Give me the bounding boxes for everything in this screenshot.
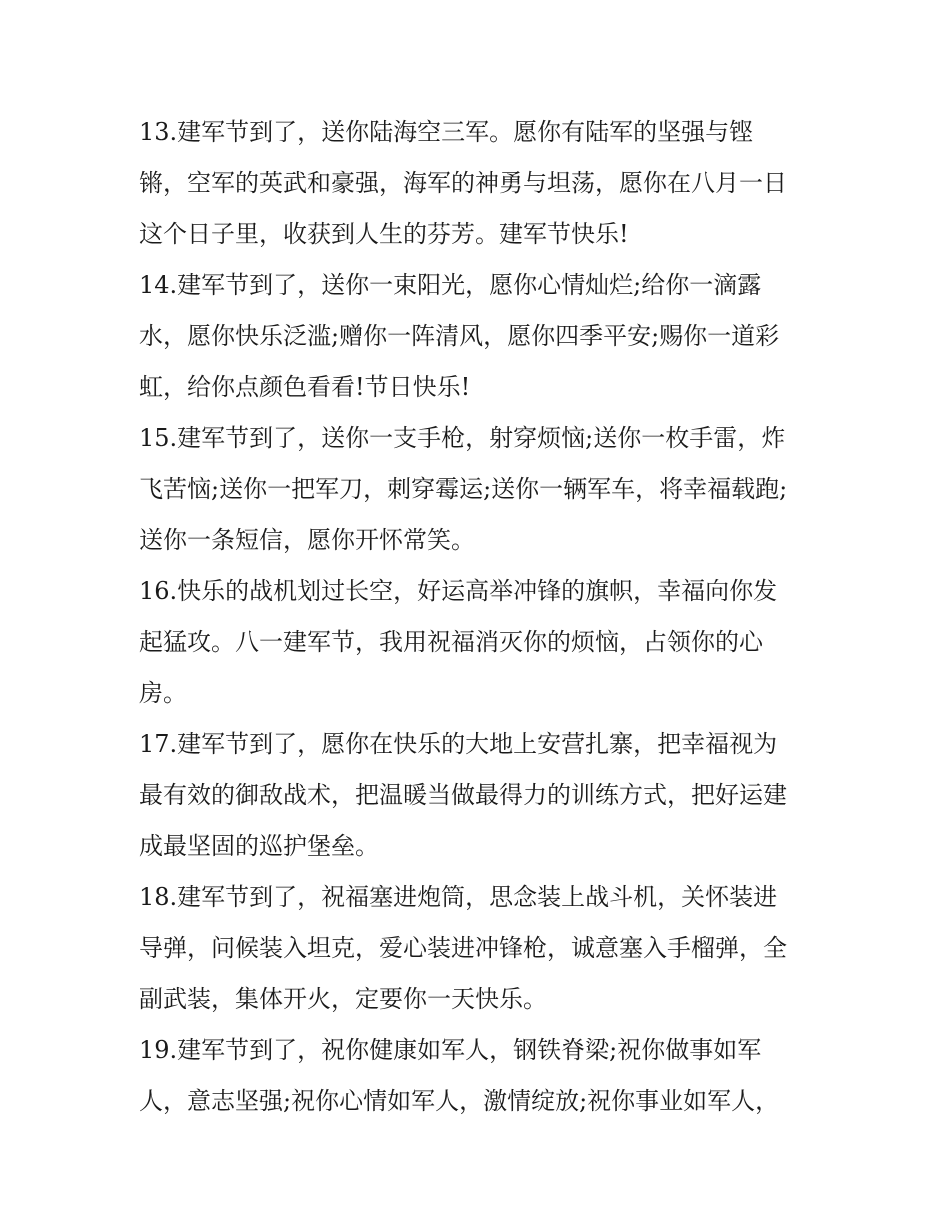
- text-line: 这个日子里，收获到人生的芬芳。建军节快乐!: [139, 220, 629, 248]
- text-line: 13.建军节到了，送你陆海空三军。愿你有陆军的坚强与铿: [139, 118, 754, 146]
- document-body: [139, 107, 819, 1127]
- text-line: 水，愿你快乐泛滥;赠你一阵清风，愿你四季平安;赐你一道彩: [139, 322, 780, 350]
- text-line: 18.建军节到了，祝福塞进炮筒，思念装上战斗机，关怀装进: [139, 883, 778, 911]
- text-line: 副武装，集体开火，定要你一天快乐。: [139, 985, 547, 1013]
- text-line: 飞苦恼;送你一把军刀，刺穿霉运;送你一辆军车，将幸福载跑;: [139, 475, 788, 503]
- text-line: 成最坚固的巡护堡垒。: [139, 832, 379, 860]
- text-line: 17.建军节到了，愿你在快乐的大地上安营扎寨，把幸福视为: [139, 730, 778, 758]
- text-line: 虹，给你点颜色看看!节日快乐!: [139, 373, 471, 401]
- text-line: 房。: [139, 679, 187, 707]
- text-line: 人，意志坚强;祝你心情如军人，激情绽放;祝你事业如军人，: [139, 1087, 780, 1115]
- text-line: 送你一条短信，愿你开怀常笑。: [139, 526, 475, 554]
- text-line: 最有效的御敌战术，把温暖当做最得力的训练方式，把好运建: [139, 781, 787, 809]
- text-line: 15.建军节到了，送你一支手枪，射穿烦恼;送你一枚手雷，炸: [139, 424, 786, 452]
- text-line: 导弹，问候装入坦克，爱心装进冲锋枪，诚意塞入手榴弹，全: [139, 934, 787, 962]
- text-line: 起猛攻。八一建军节，我用祝福消灭你的烦恼，占领你的心: [139, 628, 763, 656]
- text-line: 锵，空军的英武和豪强，海军的神勇与坦荡，愿你在八月一日: [139, 169, 787, 197]
- text-line: 16.快乐的战机划过长空，好运高举冲锋的旗帜，幸福向你发: [139, 577, 778, 605]
- text-line: 14.建军节到了，送你一束阳光，愿你心情灿烂;给你一滴露: [139, 271, 762, 299]
- text-line: 19.建军节到了，祝你健康如军人，钢铁脊梁;祝你做事如军: [139, 1036, 762, 1064]
